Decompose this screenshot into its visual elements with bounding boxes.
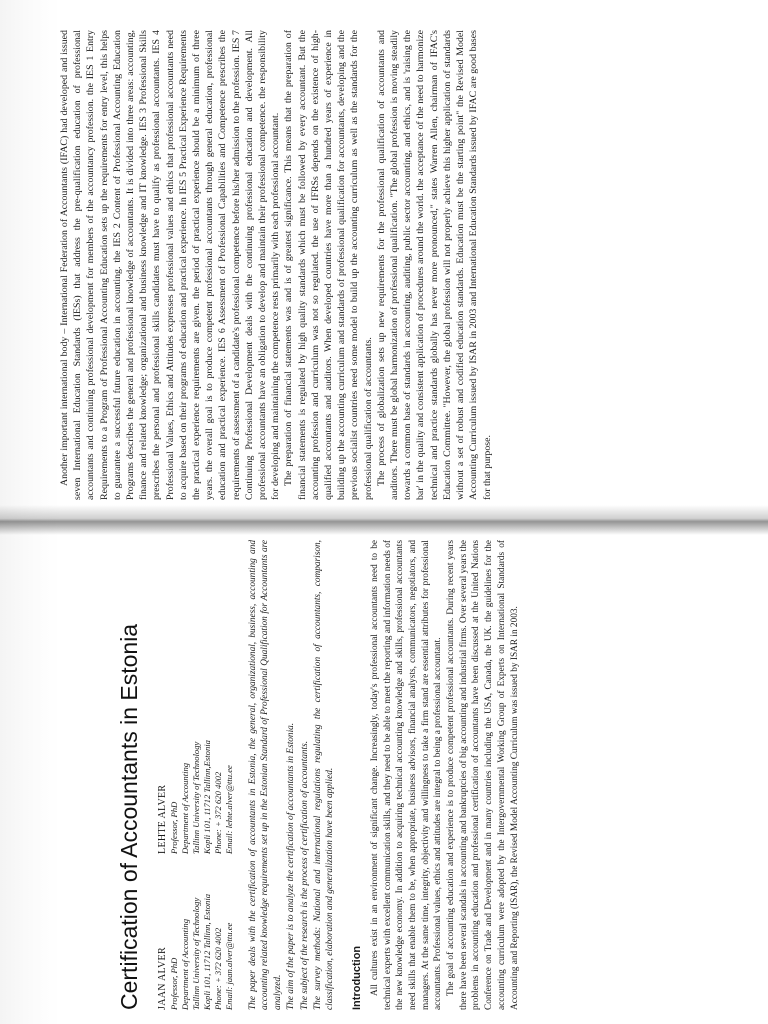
author-email: Email: jaan.alver@ttu.ee [224,922,234,1010]
body-paragraph: Another important international body – International Federation of Accountants (IFAC) had developed and issued seven International Education Standards (IESs) that address the pre-qualification education of professional accountants and continuing professional development for members of the accountancy profession. the IES 1 Entry Requirements to a Program of Professional Accounting Education sets up the requirements for entry level, this helps to guarantee a successful future education in accounting. the IES 2 Content of Professional Accounting Education Programs describes the general and professional knowledge of accountants. It is divided into three areas: accounting, finance and related knowledge; organizational and business knowledge and IT knowledge. IES 3 Professional Skills prescribes the personal and professional skills candidates must have to qualify as professional accountants. IES 4 Professional Values, Ethics and Attitudes expresses professional values and ethics that professional accountants need to acquire based on their programs of education and practical experience. In IES 5 Practical Experience Requirements the practical experience requirements are given. the period of practical experience should be a minimum of three years. the overall goal is to produce competent professional accountants through general education, professional education and practical experience. IES 6 Assessment of Professional Capabilities and Competence prescribes the requirements of assessment of a candidate's professional competence before his/her admission to the profession. IES 7 Continuing Professional Development deals with the continuing professional education and development. All professional accountants have an obligation to develop and maintain their professional competence. the responsibility for developing and maintaining the competence rests primarily with each professional accountant. [59,30,282,500]
author-line: Department of Accounting [180,762,190,854]
author-line: Phone: + 372 620 4002 [213,927,223,1010]
body-paragraph: The process of globalization sets up new requirements for the professional qualification of accountants and auditors. There must be global harmonization of professional qualification. "The global profession is moving steadily towards a common base of standards in accounting, auditing, public sector accounting, and ethics, and is 'raising the bar' in the quality and consistent application of procedures around the world. the acceptance of the need to harmonize technical and practice standards globally has never more pronounced," states Warren Allen, chairman of IFAC's Education Committee. "However, the global profession will not properly achieve this higher application of standards without a set of robust and codified education standards. Education must be the starting point" the Revised Model Accounting Curriculum issued by ISAR in 2003 and International Education Standards issued by IFAC are good bases for that purpose. [375,30,493,500]
abstract-paragraph: The survey methods: National and international regulations regulating the certification of accountants, comparison, classification, elaboration and generalization have been applied. [313,540,336,1010]
section-heading-introduction: Introduction [350,945,363,1010]
body-paragraph: All cultures exist in an environment of significant change. Increasingly, today's professional accountants need to be technical experts with excellent communication skills, and they need to be able to meet the reporting and information needs of the new knowledge economy. In addition to acquiring technical accounting knowledge and skills, professional accountants need skills that enable them to be, when appropriate, business advisors, financial analysts, communicators, negotiators, and managers. At the same time, integrity, objectivity and willingness to take a firm stand are essential attributes for professional accountants. Professional values, ethics and attitudes are integral to being a professional accountant. [369,540,444,1010]
author-line: Professor, PhD [169,957,179,1010]
author-line: Tallinn University of Technology [191,741,201,854]
body-paragraph: The preparation of financial statements was and is of greatest significance. This means that the preparation of financial statements is regulated by high quality standards which must be followed by every accountant. But the accounting profession and curriculum was not so regulated. the use of IFRSs depends on the existence of high-qualified accountants and auditors. When developed countries have more than a hundred years of experience in building up the accounting curriculum and standards of professional qualification for accountants, developing and the previous socialist countries need some model to build up the accounting curriculum as well as the standards for the professional qualification of accountants. [283,30,374,500]
body-paragraph: The goal of accounting education and experience is to produce competent professional accountants. During recent years there have been several scandals in accounting and bankruptcies of big accounting and industrial firms. Over several years the problems in accounting education and professional certification of accountants have been discussed at the United Nations Conference on Trade and Development and in many countries including the USA, Canada, the UK. the guidelines for the accounting curriculum were adopted by the Intergovernmental Working Group of Experts on International Standards of Accounting and Reporting (ISAR), the Revised Model Accounting Curriculum was issued by ISAR in 2003. [446,540,520,1010]
abstract-paragraph: The aim of the paper is to analyze the certification of accountants in Estonia. [286,722,297,1010]
author-line: Professor, PhD [169,801,179,854]
book-gutter-shadow [0,505,768,535]
author-block [157,540,235,1010]
abstract-paragraph: The subject of the research is the process of certification of accountants. [299,740,310,1010]
author-line: Phone: + 372 620 4002 [213,771,223,854]
author-name: JAAN ALVER [157,947,168,1010]
article-second-page [58,30,758,500]
author-1 [157,894,235,1010]
abstract-paragraph: The paper deals with the certification of accountants in Estonia, the general, organizational, business, accounting and accounting related knowledge requirements set up in the Estonian Standard of Professional Qualification for Accountants are analyzed. [248,540,283,1010]
introduction-body [369,540,521,1010]
abstract [247,540,337,1010]
author-line: Kopli 101, 11712 Tallinn,Estonia [202,740,212,854]
author-2 [157,740,235,854]
article-title: Certification of Accountants in Estonia [116,623,142,1010]
author-line: Department of Accounting [180,918,190,1010]
author-line: Kopli 101, 11712 Tallinn, Estonia [202,893,212,1010]
article-first-page [115,540,755,1010]
author-email: Email: lehte.alver@ttu.ee [224,765,234,854]
author-name: LEHTE ALVER [157,784,168,854]
continuation-body [58,30,494,500]
author-line: Tallinn University of Technology [191,897,201,1010]
